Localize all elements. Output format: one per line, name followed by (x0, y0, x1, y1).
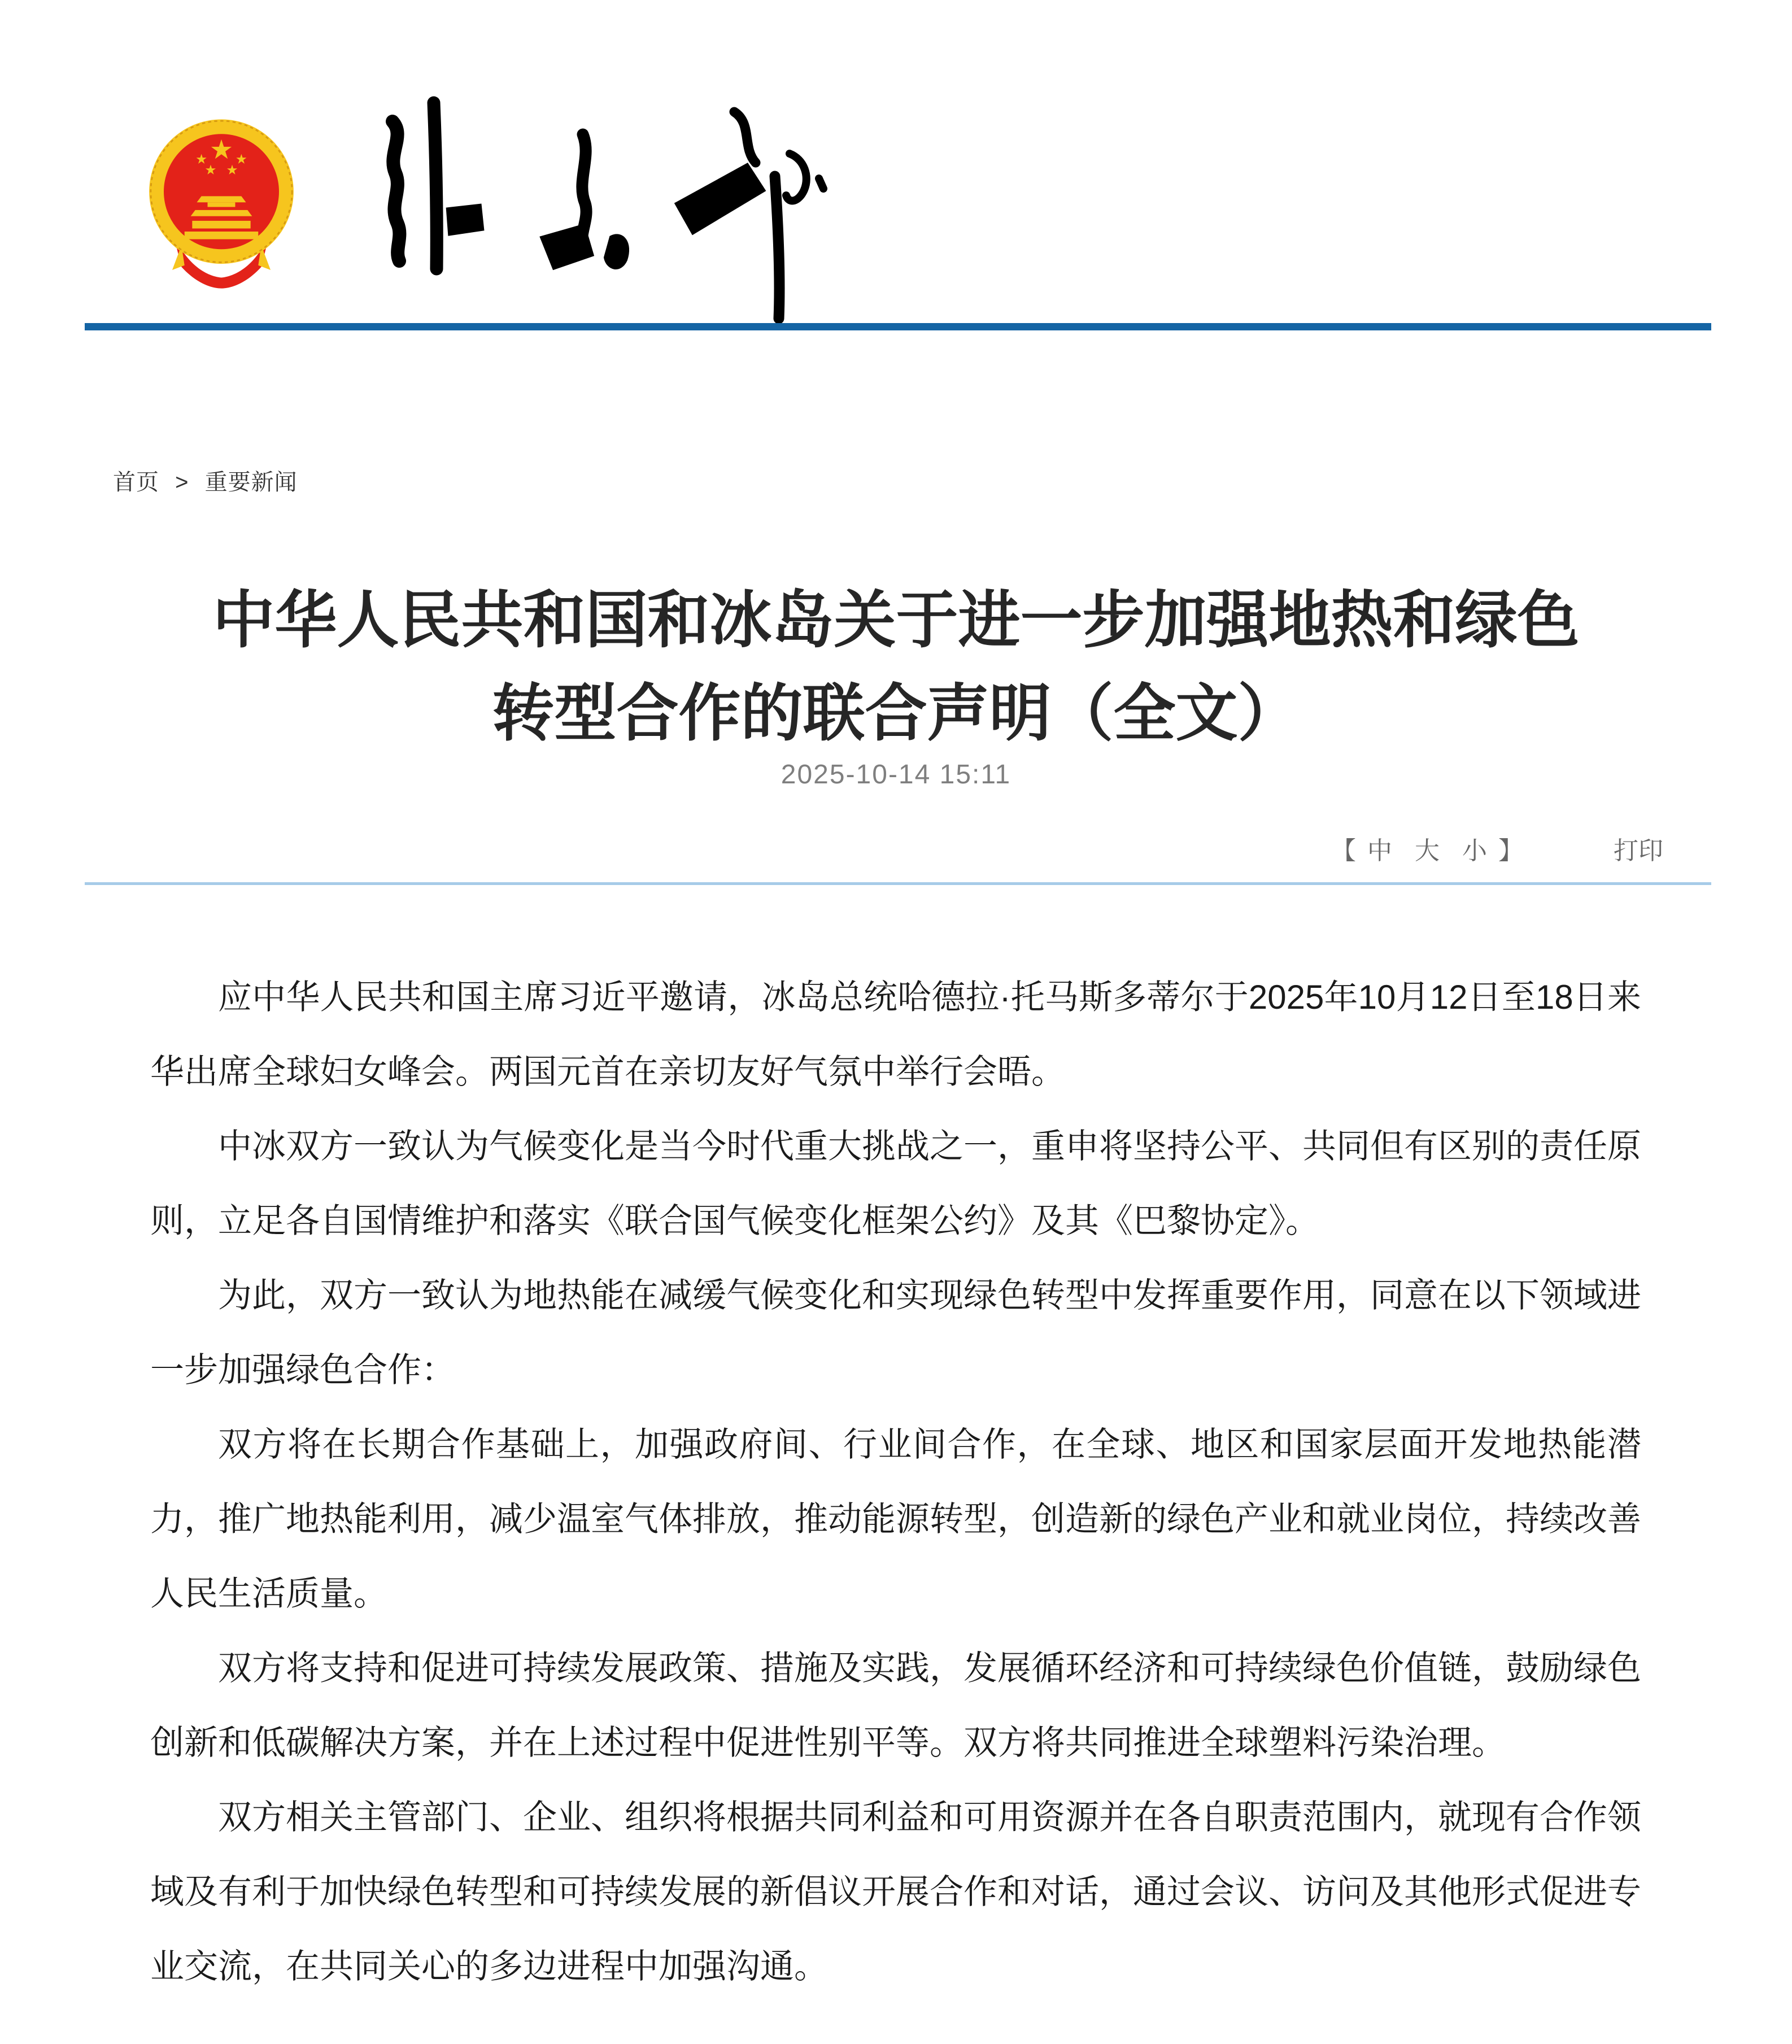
breadcrumb-current-link[interactable]: 重要新闻 (204, 470, 298, 495)
article-paragraph: 双方将支持和促进可持续发展政策、措施及实践，发展循环经济和可持续绿色价值链，鼓励绿色创新和低碳解决方案，并在上述过程中促进性别平等。双方将共同推进全球塑料污染治理。 (150, 1649, 1641, 1762)
article-paragraph: 双方将在长期合作基础上，加强政府间、行业间合作，在全球、地区和国家层面开发地热能潜力，推广地热能利用，减少温室气体排放，推动能源转型，创造新的绿色产业和就业岗位，持续改善人民生活质量。 (150, 1426, 1641, 1612)
article-body (150, 960, 1641, 2004)
article-paragraph: 为此，双方一致认为地热能在减缓气候变化和实现绿色转型中发挥重要作用，同意在以下领域进一步加强绿色合作： (150, 1276, 1641, 1389)
font-size-small-button[interactable]: 小 (1462, 837, 1487, 865)
font-size-large-button[interactable]: 大 (1415, 837, 1440, 865)
tools-bracket-close: 】 (1498, 837, 1523, 865)
article-title: 中华人民共和国和冰岛关于进一步加强地热和绿色转型合作的联合声明（全文） (212, 585, 1580, 748)
content-divider-rule (85, 882, 1711, 885)
mfa-calligraphy-logo (339, 68, 858, 333)
article-paragraph: 双方相关主管部门、企业、组织将根据共同利益和可用资源并在各自职责范围内，就现有合作领域及有利于加快绿色转型和可持续发展的新倡议开展合作和对话，通过会议、访问及其他形式促进专业交流，在共同关心的多边进程中加强沟通。 (150, 1798, 1641, 1985)
header-divider-rule (85, 323, 1711, 330)
font-size-medium-button[interactable]: 中 (1367, 837, 1392, 865)
article-date: 2025-10-14 15:11 (781, 760, 1011, 790)
article-paragraph: 应中华人民共和国主席习近平邀请，冰岛总统哈德拉·托马斯多蒂尔于2025年10月12日至18日来华出席全球妇女峰会。两国元首在亲切友好气氛中举行会晤。 (150, 978, 1641, 1091)
article-toolbar (1331, 830, 1663, 866)
national-emblem-icon (145, 116, 298, 292)
tools-bracket-open: 【 (1331, 837, 1356, 865)
article-paragraph: 中冰双方一致认为气候变化是当今时代重大挑战之一，重申将坚持公平、共同但有区别的责任原则，立足各自国情维护和落实《联合国气候变化框架公约》及其《巴黎协定》。 (150, 1127, 1641, 1240)
site-logo-link[interactable] (0, 0, 1792, 323)
breadcrumb (113, 464, 298, 496)
breadcrumb-separator: > (175, 470, 189, 495)
print-button[interactable]: 打印 (1614, 837, 1663, 865)
breadcrumb-home-link[interactable]: 首页 (113, 470, 159, 495)
